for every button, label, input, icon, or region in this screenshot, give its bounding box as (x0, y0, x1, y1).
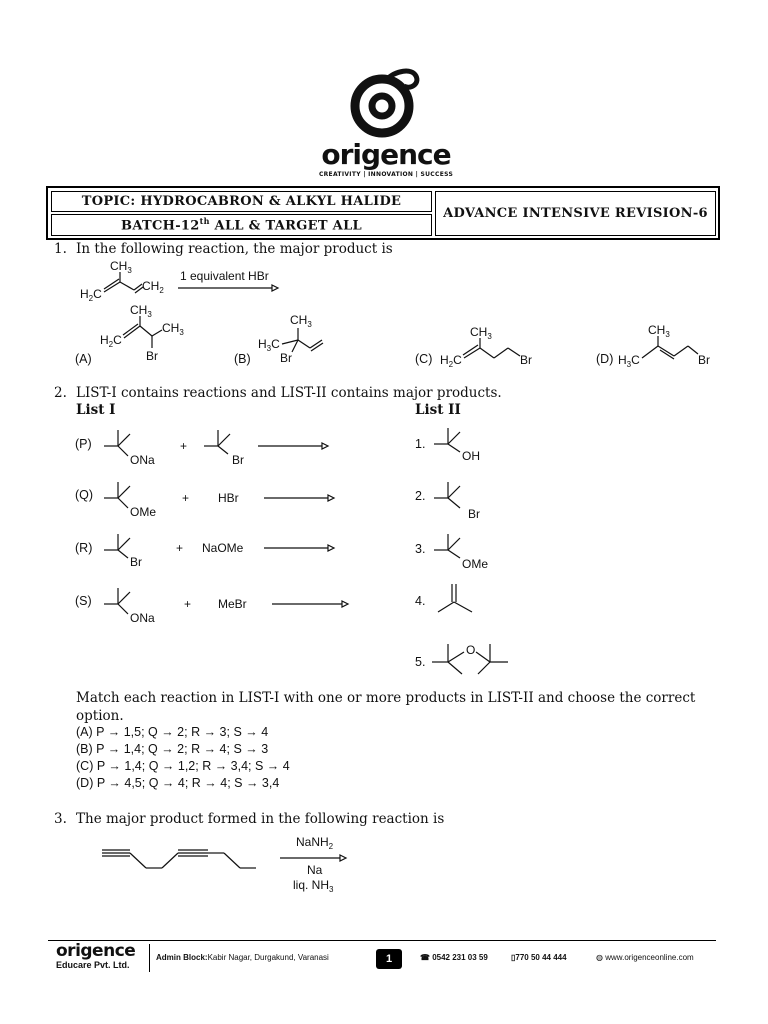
revision-cell (435, 191, 716, 236)
svg-text:CH3: $CH_3$ (130, 303, 152, 319)
reaction-p (100, 426, 360, 472)
svg-text:OH: OH (462, 449, 480, 463)
svg-text:CH3: $CH_3$ (470, 325, 492, 341)
q2-match-line-2: option. (76, 708, 124, 724)
q1-reactant (76, 258, 286, 304)
q1-option-a[interactable]: (A) (75, 352, 92, 366)
brand-tagline: CREATIVITY | INNOVATION | SUCCESS (318, 171, 454, 178)
q1-text: In the following reaction, the major product is (76, 241, 393, 257)
product-5-label: 5. (415, 655, 426, 669)
q1-structure-b (258, 310, 338, 366)
svg-text:ONa: ONa (130, 453, 155, 467)
q2-match-line-1: Match each reaction in LIST-I with one or more products in LIST-II and choose the correct (76, 690, 696, 706)
q1-number: 1. (54, 241, 67, 257)
q1-reagent: 1 equivalent HBr (180, 269, 269, 283)
svg-text:CH3: $CH_3$ (648, 323, 670, 339)
reaction-r (100, 530, 360, 576)
list-i-heading: List I (76, 402, 116, 418)
product-4 (430, 580, 490, 620)
svg-text:NaOMe: NaOMe (202, 541, 244, 555)
svg-text:OMe: OMe (462, 557, 489, 571)
footer-logo (56, 942, 148, 970)
product-1 (430, 424, 500, 468)
product-3 (430, 530, 510, 576)
q1-structure-c (440, 322, 550, 368)
topic-title: TOPIC: HYDROCABRON & ALKYL HALIDE (81, 194, 402, 209)
svg-text:H2C: $H_2C$ (80, 287, 102, 303)
svg-text:Br: Br (280, 351, 292, 365)
svg-text:ONa: ONa (130, 611, 155, 625)
svg-text:+: + (184, 597, 192, 611)
svg-text:OMe: OMe (130, 505, 157, 519)
q2-answer-c[interactable]: (C) P → 1,4; Q → 1,2; R → 3,4; S → 4 (76, 759, 290, 773)
logo (316, 64, 456, 178)
batch-title: BATCH-12th ALL & TARGET ALL (121, 216, 362, 234)
svg-text:H2C: $H_2C$ (100, 333, 122, 349)
product-2-label: 2. (415, 489, 426, 503)
svg-text:Br: Br (520, 353, 532, 367)
footer-divider (149, 944, 150, 972)
svg-text:H3C: $H_3C$ (258, 337, 280, 353)
svg-text:+: + (182, 491, 190, 505)
svg-text:Br: Br (468, 507, 480, 521)
footer-company: Educare Pvt. Ltd. (56, 960, 130, 970)
footer-brand: origence (56, 941, 136, 961)
q2-answer-d[interactable]: (D) P → 4,5; Q → 4; R → 4; S → 3,4 (76, 776, 280, 790)
svg-text:MeBr: MeBr (218, 597, 247, 611)
svg-text:CH3: $CH_3$ (110, 259, 132, 275)
product-4-label: 4. (415, 594, 426, 608)
product-1-label: 1. (415, 437, 426, 451)
footer-address: Admin Block:Kabir Nagar, Durgakund, Varanasi (156, 953, 329, 962)
q1-option-d[interactable]: (D) (596, 352, 614, 366)
mobile-icon: ▯ (511, 953, 516, 962)
q1-structure-a (100, 302, 200, 364)
q1-option-b[interactable]: (B) (234, 352, 251, 366)
globe-icon: ◍ (596, 953, 606, 962)
logo-mark-icon (346, 64, 426, 140)
phone-icon: ☎ (420, 953, 433, 962)
reaction-q-label: (Q) (75, 488, 94, 502)
q2-answer-a[interactable]: (A) P → 1,5; Q → 2; R → 3; S → 4 (76, 725, 269, 739)
product-5 (428, 636, 518, 680)
footer-mobile: ▯770 50 44 444 (511, 953, 567, 962)
svg-text:+: + (176, 541, 184, 555)
svg-text:liq. NH3: liq. $NH_3$ (293, 878, 334, 894)
svg-text:CH2: $CH_2$ (142, 279, 164, 295)
svg-text:HBr: HBr (218, 491, 239, 505)
svg-text:Br: Br (232, 453, 244, 467)
q2-text: LIST-I contains reactions and LIST-II contains major products. (76, 385, 502, 401)
batch-cell (51, 214, 432, 236)
q3-text: The major product formed in the following reaction is (76, 811, 445, 827)
reaction-s-label: (S) (75, 594, 92, 608)
svg-text:Br: Br (146, 349, 158, 363)
footer-website[interactable]: ◍ www.origenceonline.com (596, 953, 694, 962)
svg-text:Na: Na (307, 863, 323, 877)
q3-number: 3. (54, 811, 67, 827)
svg-text:H3C: $H_3C$ (618, 353, 640, 369)
svg-text:Br: Br (698, 353, 710, 367)
reaction-r-label: (R) (75, 541, 93, 555)
header-box (46, 186, 720, 240)
reaction-s (100, 584, 360, 630)
q2-answer-b[interactable]: (B) P → 1,4; Q → 2; R → 4; S → 3 (76, 742, 269, 756)
svg-text:CH3: $CH_3$ (162, 321, 184, 337)
product-3-label: 3. (415, 542, 426, 556)
revision-title: ADVANCE INTENSIVE REVISION-6 (443, 206, 708, 221)
svg-text:H2C: $H_2C$ (440, 353, 462, 369)
brand-name: origence (321, 138, 451, 171)
svg-text:Br: Br (130, 555, 142, 569)
svg-text:CH3: $CH_3$ (290, 313, 312, 329)
q1-option-c[interactable]: (C) (415, 352, 433, 366)
svg-text:+: + (180, 439, 188, 453)
footer-rule (48, 940, 716, 941)
page-number: 1 (376, 949, 402, 969)
q2-number: 2. (54, 385, 67, 401)
q1-structure-d (618, 318, 728, 368)
product-2 (430, 478, 500, 524)
reaction-p-label: (P) (75, 437, 92, 451)
q3-reaction (100, 836, 380, 896)
reaction-q (100, 478, 360, 524)
footer-phone: ☎ 0542 231 03 59 (420, 953, 488, 962)
list-ii-heading: List II (415, 402, 461, 418)
svg-text:NaNH2: NaNH$_2$ (296, 835, 334, 851)
topic-cell (51, 191, 432, 212)
svg-text:O: O (466, 643, 476, 657)
